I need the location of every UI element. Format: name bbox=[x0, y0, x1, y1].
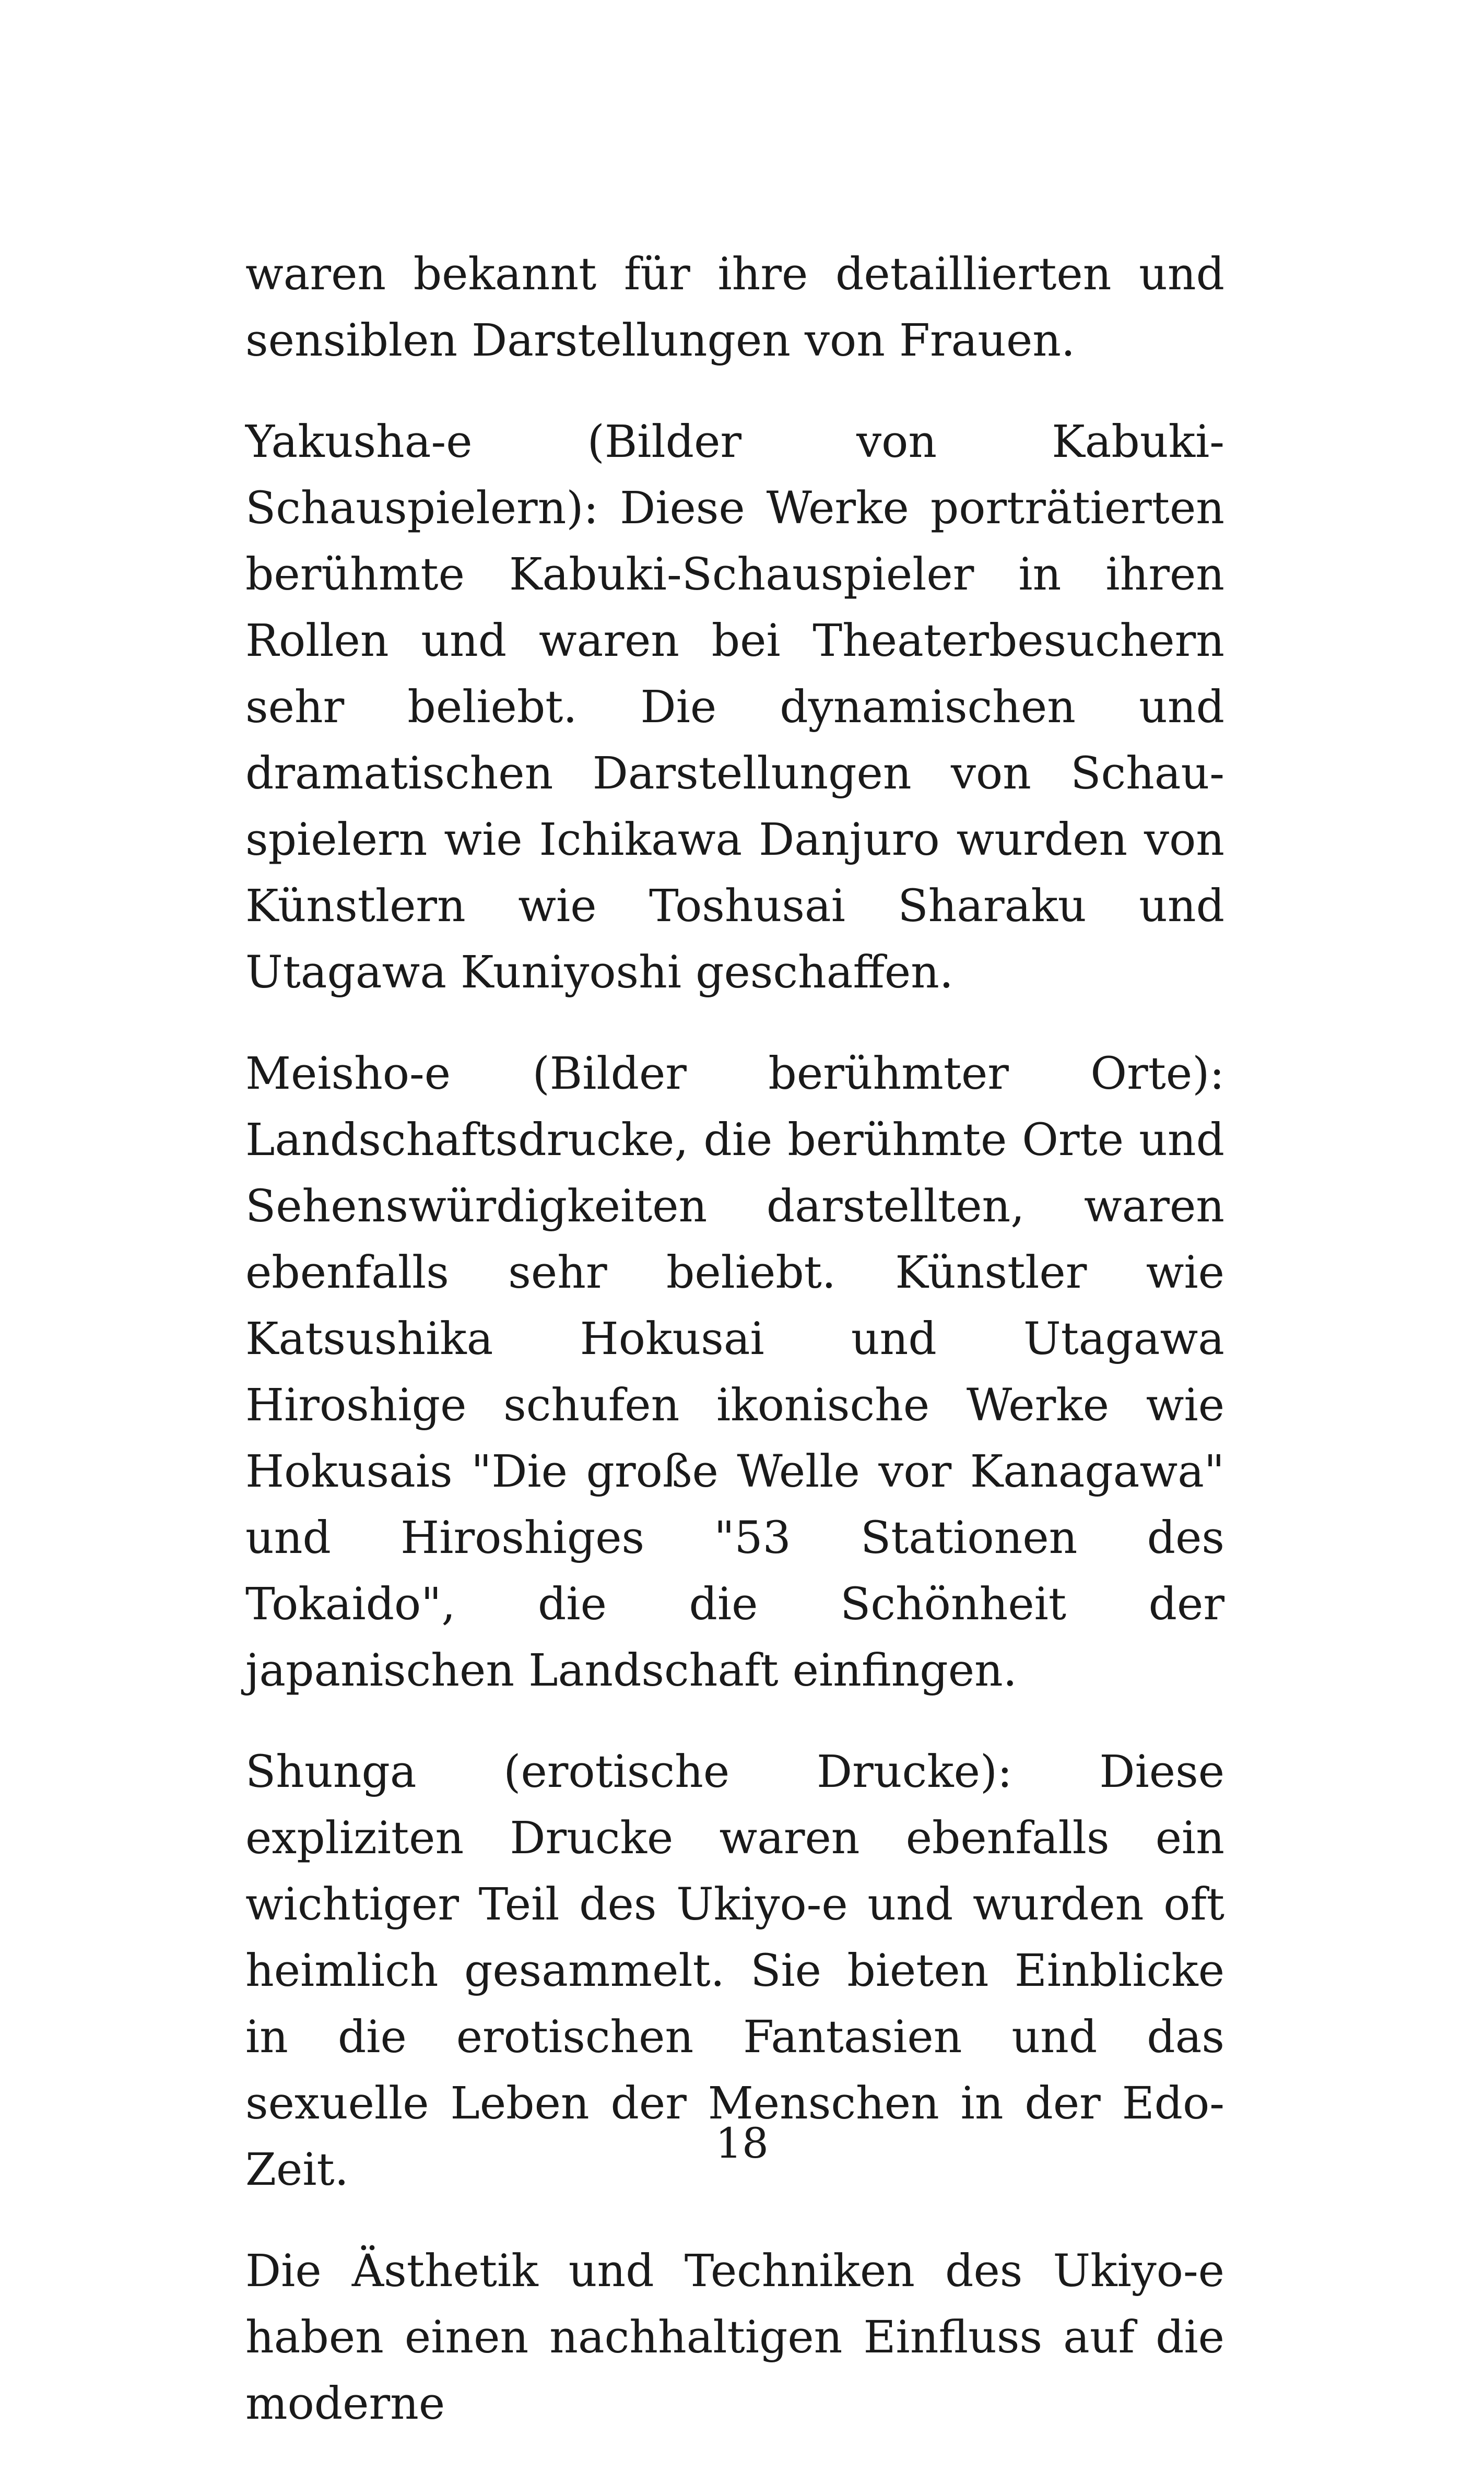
paragraph-meisho-e: Meisho-e (Bilder berühmter Orte): Landschaftsdrucke, die berühmte Orte und Sehenswürdigkeiten darstellten, waren ebenfalls sehr beliebt. Künstler wie Katsushika Hokusai und Utagawa Hiroshige schufen ikonische Werke wie Hokusais "Die große Welle vor Kanagawa" und Hiroshiges "53 Stationen des Tokaido", die die Schönheit der japanischen Landschaft einfingen. bbox=[245, 1048, 1224, 1697]
paragraph-continuation: waren bekannt für ihre detaillierten und sensiblen Darstellungen von Frauen. bbox=[245, 249, 1224, 367]
paragraph-aesthetics: Die Ästhetik und Techniken des Ukiyo-e haben einen nachhaltigen Einfluss auf die moderne bbox=[245, 2245, 1224, 2430]
page-number: 18 bbox=[715, 2119, 769, 2168]
paragraph-shunga: Shunga (erotische Drucke): Diese expliziten Drucke waren ebenfalls ein wichtiger Teil des Ukiyo-e und wurden oft heimlich gesammelt. Sie bieten Einblicke in die erotischen Fantasien und das sexuelle Leben der Menschen in der Edo-Zeit. bbox=[245, 1746, 1224, 2196]
paragraph-yakusha-e: Yakusha-e (Bilder von Kabuki-Schauspielern): Diese Werke porträtierten berühmte Kabuki-Schauspieler in ihren Rollen und waren bei Theaterbesuchern sehr beliebt. Die dynamischen und dramatischen Darstellungen von Schauspielern wie Ichikawa Danjuro wurden von Künstlern wie Toshusai Sharaku und Utagawa Kuniyoshi geschaffen. bbox=[245, 416, 1224, 998]
